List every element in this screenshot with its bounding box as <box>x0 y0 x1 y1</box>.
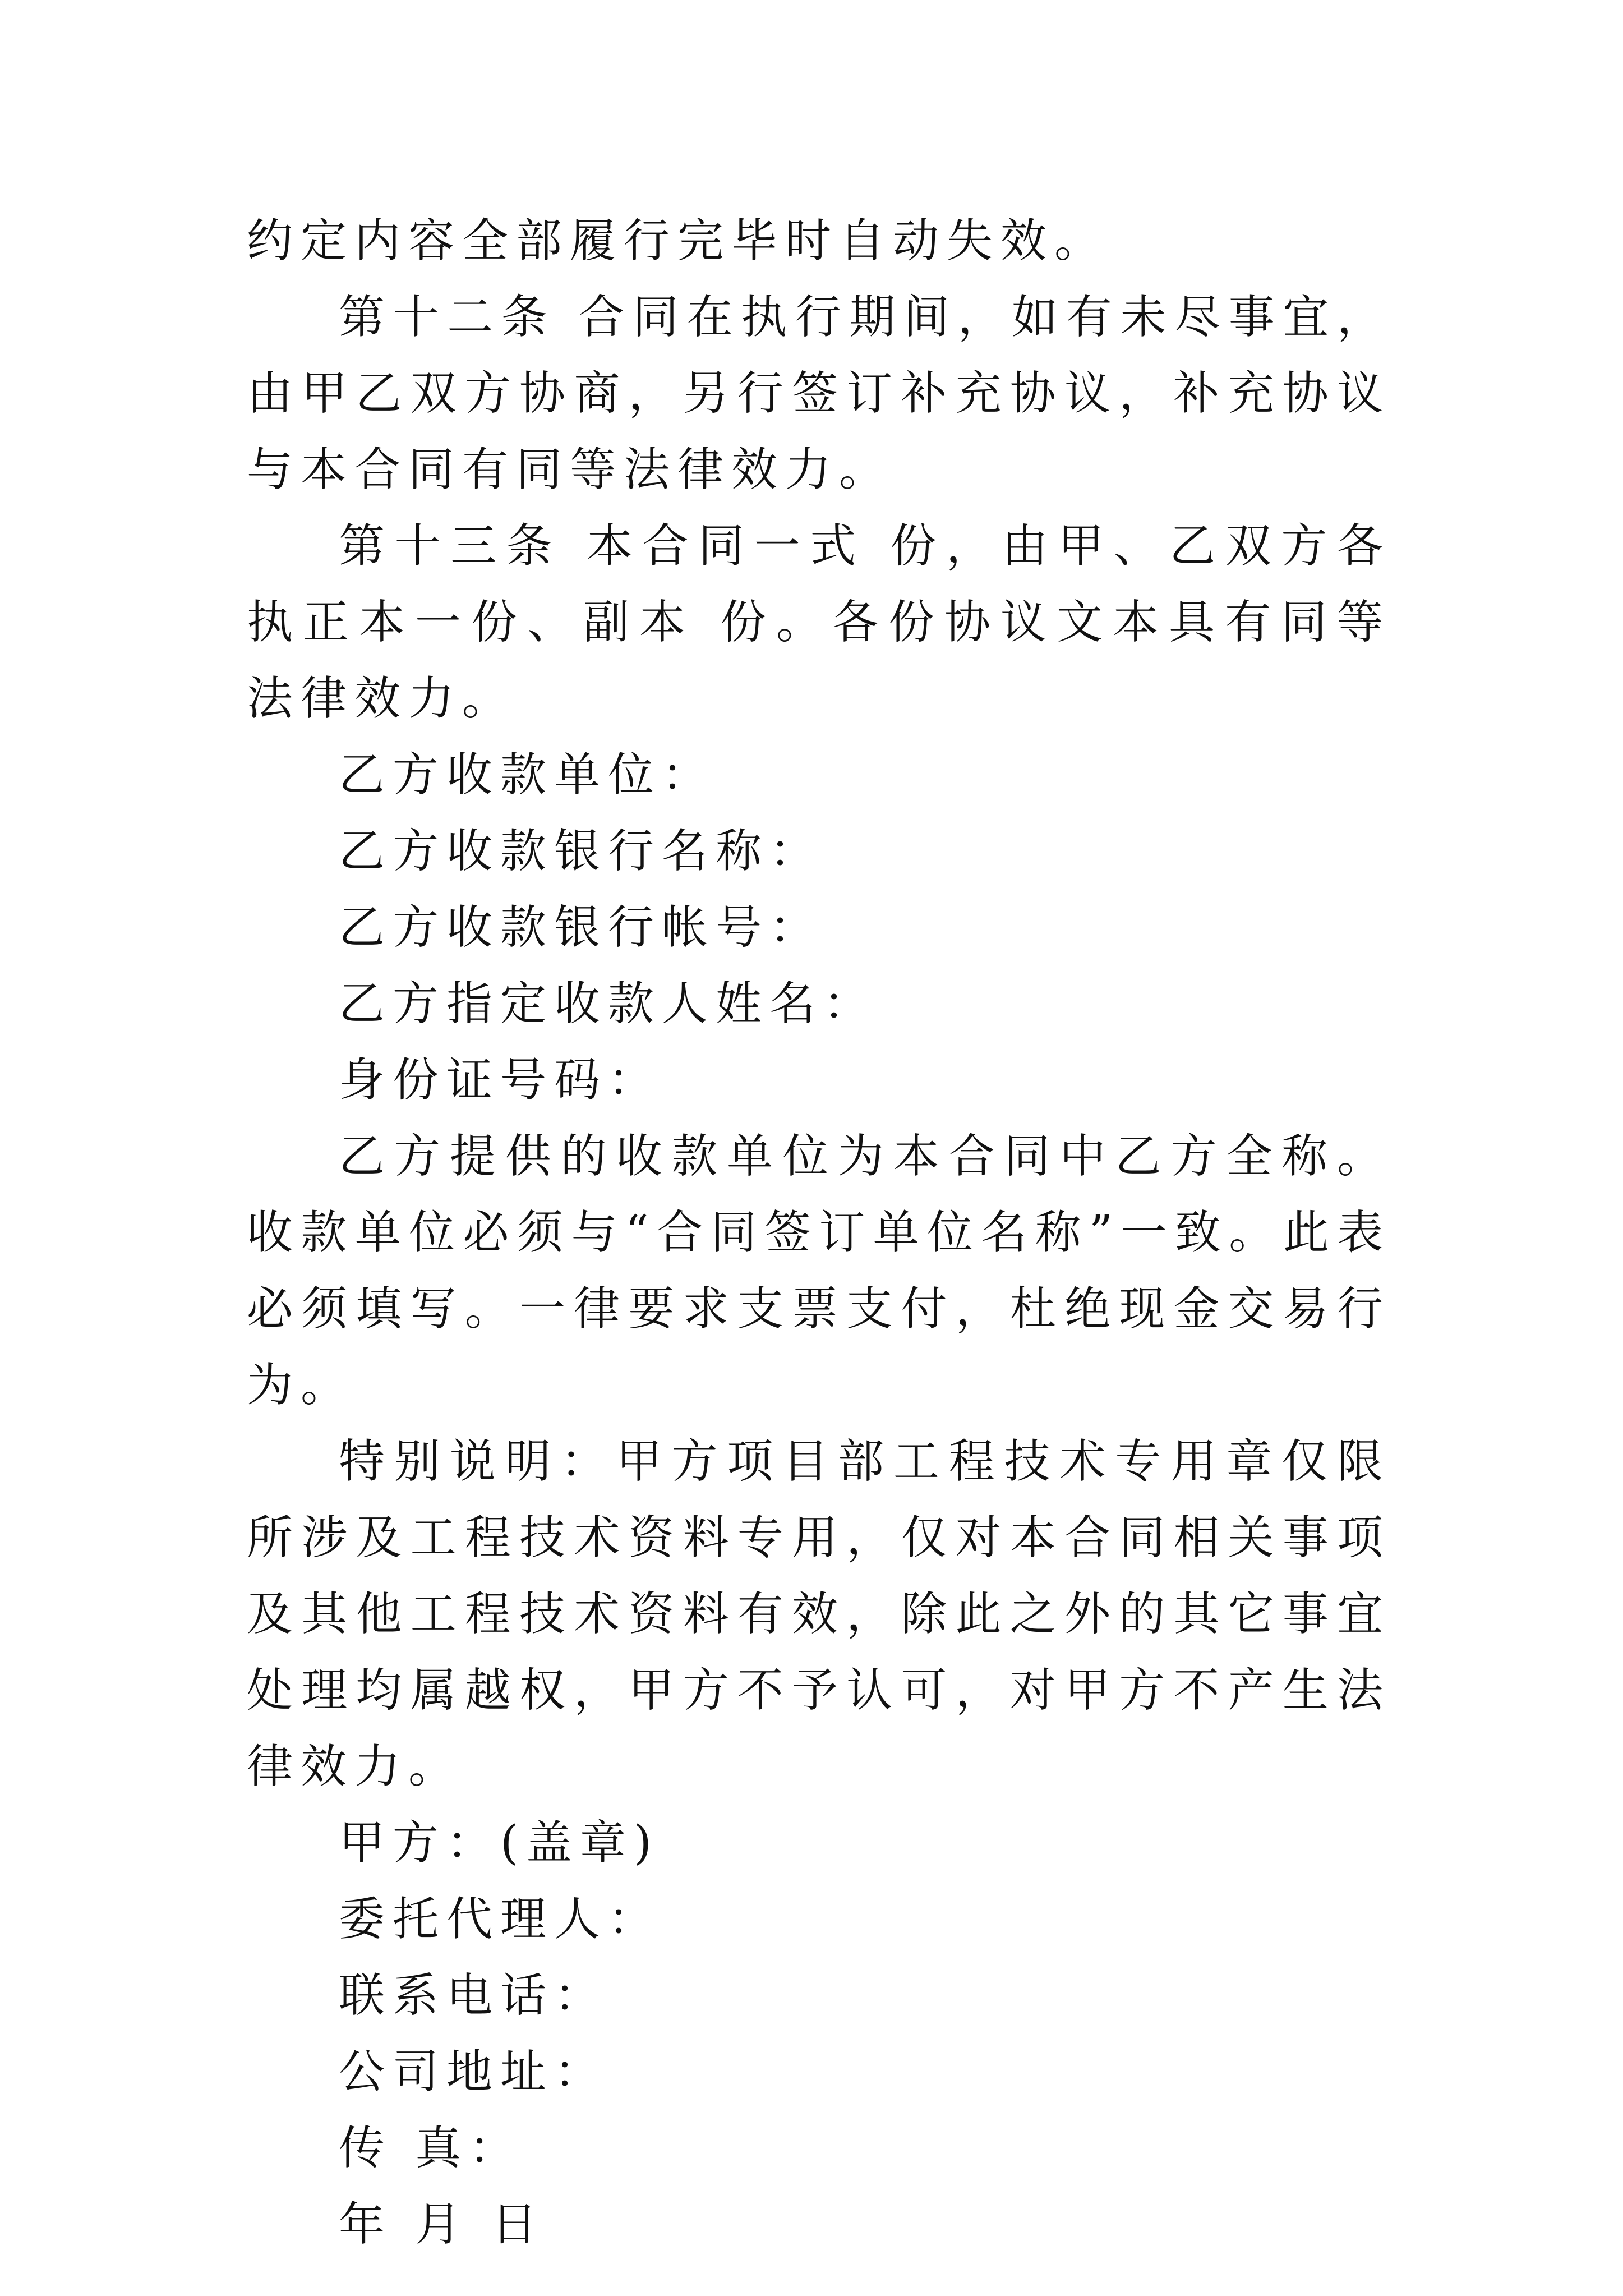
special-statement: 特别说明：甲方项目部工程技术专用章仅限所涉及工程技术资料专用，仅对本合同相关事项及其他工程技术资料有效，除此之外的其它事宜处理均属越权，甲方不予认可，对甲方不产生法律效力。 <box>247 1435 1391 1793</box>
fax-field: 传 真： <box>339 2122 523 2175</box>
clause-continuation: 约定内容全部履行完毕时自动失效。 <box>247 214 1109 268</box>
payee-unit-field: 乙方收款单位： <box>339 748 716 802</box>
id-number-field: 身份证号码： <box>339 1053 662 1107</box>
clause-13: 第十三条 本合同一式 份，由甲、乙双方各执正本一份、副本 份。各份协议文本具有同等法律效力。 <box>247 519 1391 725</box>
agent-field: 委托代理人： <box>339 1893 662 1946</box>
payee-name-field: 乙方指定收款人姓名： <box>339 977 878 1030</box>
phone-field: 联系电话： <box>339 1969 608 2022</box>
clause-12: 第十二条 合同在执行期间，如有未尽事宜，由甲乙双方协商，另行签订补充协议，补充协议与本合同有同等法律效力。 <box>247 291 1391 496</box>
party-a-seal-field: 甲方：(盖章) <box>339 1816 660 1870</box>
payee-bank-name-field: 乙方收款银行名称： <box>339 825 824 878</box>
address-field: 公司地址： <box>339 2045 608 2099</box>
payee-bank-account-field: 乙方收款银行帐号： <box>339 901 824 954</box>
date-field: 年 月 日 <box>339 2198 546 2251</box>
payment-note: 乙方提供的收款单位为本合同中乙方全称。收款单位必须与“合同签订单位名称”一致。此表必须填写。一律要求支票支付，杜绝现金交易行为。 <box>247 1130 1391 1412</box>
document-body <box>247 203 1391 2263</box>
